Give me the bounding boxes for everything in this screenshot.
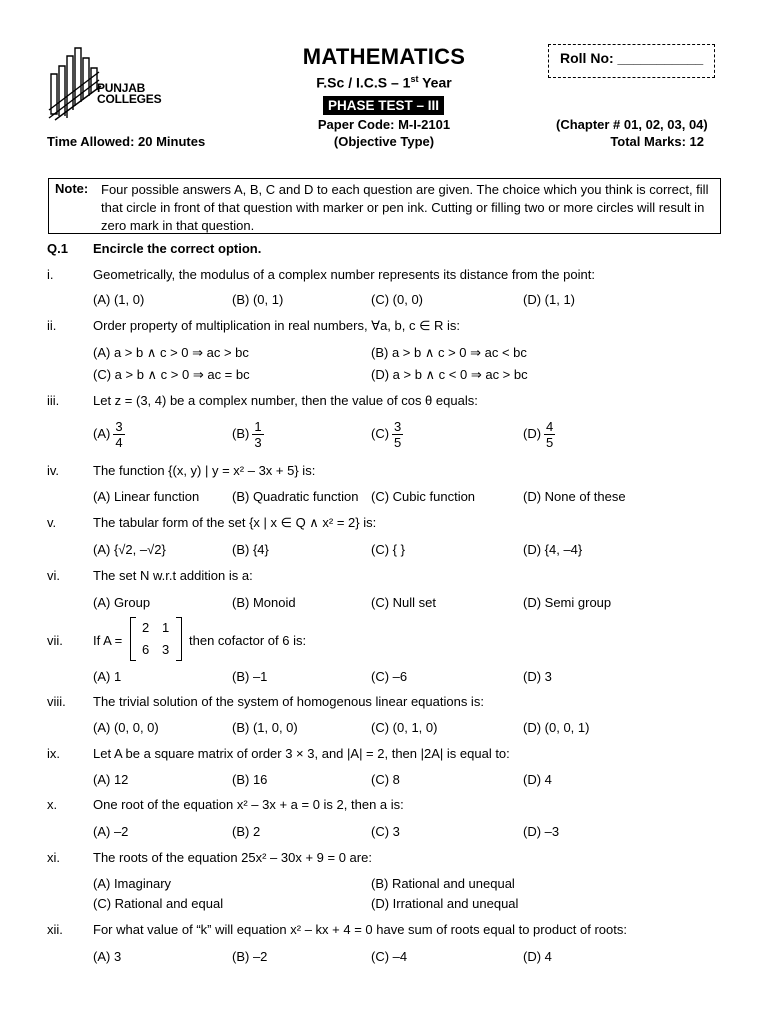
fraction: $\frac{4}{5}$ bbox=[546, 419, 554, 450]
option-b[interactable]: (B) (1, 0, 0) bbox=[232, 720, 298, 735]
option-c[interactable]: (C) $\frac{3}{5}$ bbox=[371, 419, 402, 450]
question-number: ix. bbox=[47, 746, 60, 761]
option-a[interactable]: (A) 12 bbox=[93, 772, 129, 787]
question-instruction: Encircle the correct option. bbox=[93, 241, 262, 256]
matrix-cell: 3 bbox=[162, 642, 170, 657]
option-c[interactable]: (C) (0, 0) bbox=[371, 292, 423, 307]
question-text: Let A be a square matrix of order 3 × 3, and |A| = 2, then |2A| is equal to: bbox=[93, 746, 510, 761]
option-d[interactable]: (D) (0, 0, 1) bbox=[523, 720, 590, 735]
option-b[interactable]: (B) Rational and unequal bbox=[371, 876, 515, 891]
option-c[interactable]: (C) –6 bbox=[371, 669, 408, 684]
option-c[interactable]: (C) Null set bbox=[371, 595, 437, 610]
question-text: Geometrically, the modulus of a complex number represents its distance from the point: bbox=[93, 267, 595, 282]
question-text: The trivial solution of the system of homogenous linear equations is: bbox=[93, 694, 484, 709]
question-number: viii. bbox=[47, 694, 66, 709]
option-a[interactable]: (A) (1, 0) bbox=[93, 292, 145, 307]
question-number: iv. bbox=[47, 463, 60, 478]
phase-badge: PHASE TEST – III bbox=[323, 96, 444, 115]
roll-no-label: Roll No: ___________ bbox=[560, 50, 704, 66]
note-label: Note: bbox=[55, 181, 89, 196]
option-c[interactable]: (C) (0, 1, 0) bbox=[371, 720, 438, 735]
option-b[interactable]: (B) Monoid bbox=[232, 595, 296, 610]
option-a[interactable]: (A) Imaginary bbox=[93, 876, 172, 891]
option-b[interactable]: (B) $\frac{1}{3}$ bbox=[232, 419, 262, 450]
class-subtitle: F.Sc / I.C.S – 1st Year bbox=[316, 74, 452, 91]
question-text: Let z = (3, 4) be a complex number, then the value of cos θ equals: bbox=[93, 393, 478, 408]
option-b[interactable]: (B) (0, 1) bbox=[232, 292, 284, 307]
option-d[interactable]: (D) 4 bbox=[523, 772, 552, 787]
option-d[interactable]: (D) –3 bbox=[523, 824, 560, 839]
question-text: The tabular form of the set {x | x ∈ Q ∧ x² = 2} is: bbox=[93, 515, 377, 530]
question-number: v. bbox=[47, 515, 57, 530]
question-text: The function {(x, y) | y = x² – 3x + 5} is: bbox=[93, 463, 316, 478]
chapter-list: (Chapter # 01, 02, 03, 04) bbox=[556, 117, 708, 132]
matrix-cell: 2 bbox=[142, 620, 150, 635]
question-text-suffix: then cofactor of 6 is: bbox=[189, 633, 307, 648]
option-b[interactable]: (B) –1 bbox=[232, 669, 268, 684]
question-number: vii. bbox=[47, 633, 63, 648]
option-a[interactable]: (A) Group bbox=[93, 595, 151, 610]
note-text: Four possible answers A, B, C and D to each question are given. The choice which you think is correct, fill that circle in front of that question with marker or pen ink. Cutting or filling two or more circles will result in zero mark in that question. bbox=[101, 182, 709, 233]
paper-code: Paper Code: M-I-2101 bbox=[317, 117, 451, 132]
option-c[interactable]: (C) Cubic function bbox=[371, 489, 476, 504]
fraction: $\frac{1}{3}$ bbox=[254, 419, 262, 450]
option-d[interactable]: (D) Semi group bbox=[523, 595, 612, 610]
option-a[interactable]: (A) a > b ∧ c > 0 ⇒ ac > bc bbox=[93, 345, 249, 360]
option-c[interactable]: (C) –4 bbox=[371, 949, 408, 964]
option-a[interactable]: (A) $\frac{3}{4}$ bbox=[93, 419, 123, 450]
option-d[interactable]: (D) 4 bbox=[523, 949, 552, 964]
question-number: ii. bbox=[47, 318, 57, 333]
question-text: For what value of “k” will equation x² – kx + 4 = 0 have sum of roots equal to product of roots: bbox=[93, 922, 627, 937]
question-text-prefix: If A = bbox=[93, 633, 123, 648]
option-d[interactable]: (D) None of these bbox=[523, 489, 626, 504]
matrix-a bbox=[130, 617, 182, 659]
option-c[interactable]: (C) { } bbox=[371, 542, 405, 557]
total-marks: Total Marks: 12 bbox=[610, 134, 704, 149]
question-number: i. bbox=[47, 267, 54, 282]
option-b[interactable]: (B) Quadratic function bbox=[232, 489, 359, 504]
option-c[interactable]: (C) Rational and equal bbox=[93, 896, 224, 911]
question-text: Order property of multiplication in real numbers, ∀a, b, c ∈ R is: bbox=[93, 318, 461, 333]
option-b[interactable]: (B) 2 bbox=[232, 824, 261, 839]
question-number: Q.1 bbox=[47, 241, 68, 256]
option-d[interactable]: (D) Irrational and unequal bbox=[371, 896, 519, 911]
paper-type: (Objective Type) bbox=[333, 134, 435, 149]
question-number: vi. bbox=[47, 568, 60, 583]
question-number: x. bbox=[47, 797, 58, 812]
option-b[interactable]: (B) –2 bbox=[232, 949, 268, 964]
logo-line-1: PUNJAB bbox=[97, 81, 146, 95]
option-b[interactable]: (B) 16 bbox=[232, 772, 268, 787]
option-d[interactable]: (D) a > b ∧ c < 0 ⇒ ac > bc bbox=[371, 367, 528, 382]
option-a[interactable]: (A) Linear function bbox=[93, 489, 200, 504]
question-text: The roots of the equation 25x² – 30x + 9 = 0 are: bbox=[93, 850, 372, 865]
option-d[interactable]: (D) 3 bbox=[523, 669, 552, 684]
option-c[interactable]: (C) a > b ∧ c > 0 ⇒ ac = bc bbox=[93, 367, 250, 382]
question-number: xi. bbox=[47, 850, 60, 865]
option-d[interactable]: (D) {4, –4} bbox=[523, 542, 583, 557]
fraction: $\frac{3}{4}$ bbox=[115, 419, 123, 450]
matrix-cell: 1 bbox=[162, 620, 170, 635]
question-text: The set N w.r.t addition is a: bbox=[93, 568, 253, 583]
option-d[interactable]: (D) $\frac{4}{5}$ bbox=[523, 419, 554, 450]
option-a[interactable]: (A) (0, 0, 0) bbox=[93, 720, 159, 735]
option-d[interactable]: (D) (1, 1) bbox=[523, 292, 575, 307]
page-title: MATHEMATICS bbox=[302, 44, 466, 69]
option-b[interactable]: (B) a > b ∧ c > 0 ⇒ ac < bc bbox=[371, 345, 527, 360]
logo-line-2: COLLEGES bbox=[97, 92, 162, 106]
option-a[interactable]: (A) 1 bbox=[93, 669, 122, 684]
option-c[interactable]: (C) 3 bbox=[371, 824, 400, 839]
option-a[interactable]: (A) {√2, –√2} bbox=[93, 542, 166, 557]
question-text: One root of the equation x² – 3x + a = 0 is 2, then a is: bbox=[93, 797, 404, 812]
matrix-cell: 6 bbox=[142, 642, 150, 657]
option-c[interactable]: (C) 8 bbox=[371, 772, 400, 787]
fraction: $\frac{3}{5}$ bbox=[394, 419, 402, 450]
question-number: iii. bbox=[47, 393, 60, 408]
question-number: xii. bbox=[47, 922, 63, 937]
time-allowed: Time Allowed: 20 Minutes bbox=[47, 134, 206, 149]
option-a[interactable]: (A) –2 bbox=[93, 824, 129, 839]
option-b[interactable]: (B) {4} bbox=[232, 542, 269, 557]
option-a[interactable]: (A) 3 bbox=[93, 949, 122, 964]
